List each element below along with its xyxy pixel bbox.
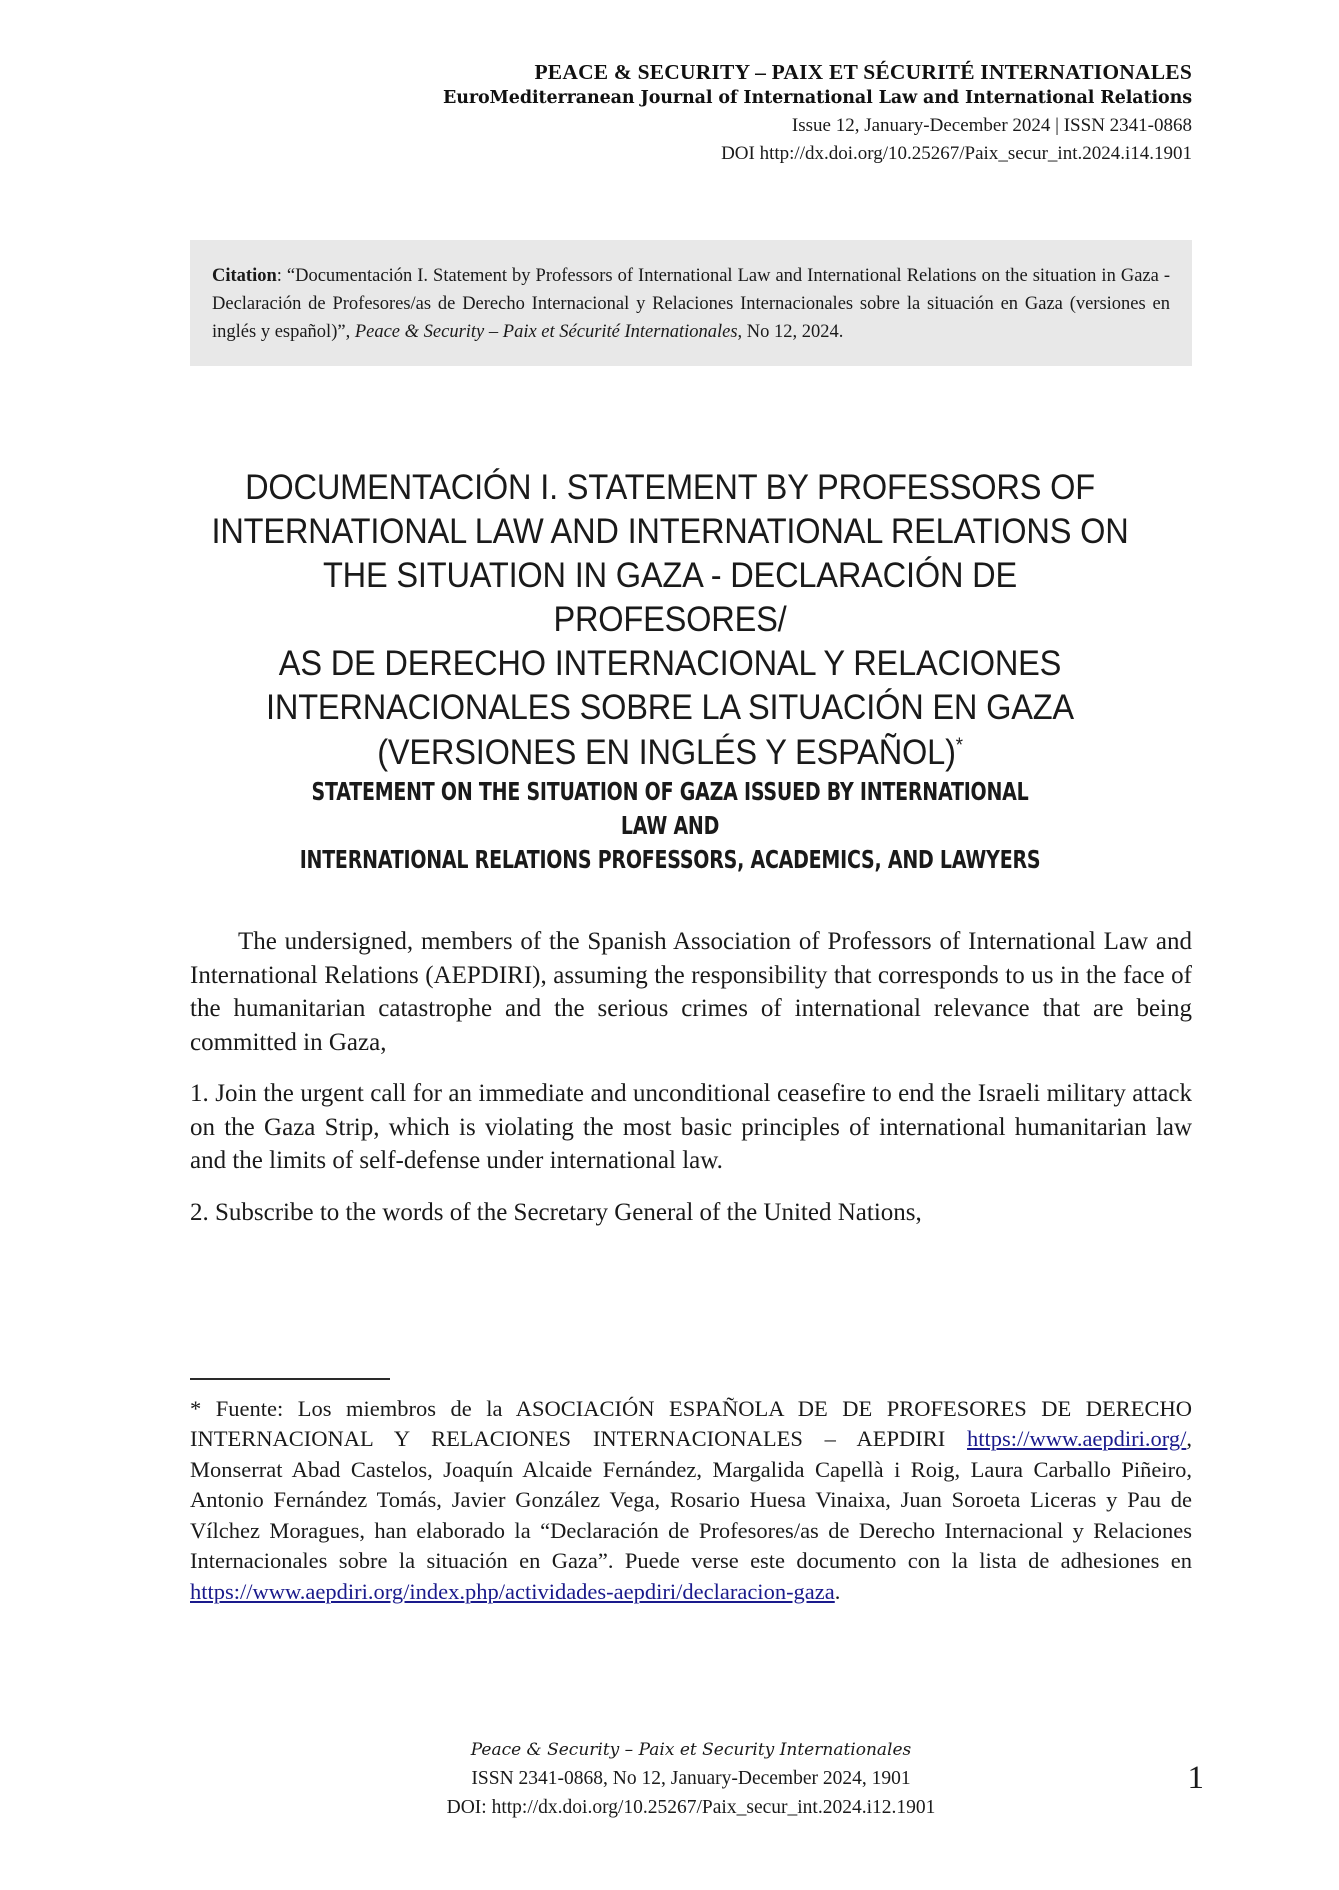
title-footnote-marker: *	[955, 733, 963, 756]
footnote-separator-rule	[190, 1378, 390, 1380]
title-line-2: INTERNATIONAL LAW AND INTERNATIONAL RELATIONS ON	[211, 512, 1129, 552]
footer-issn-line: ISSN 2341-0868, No 12, January-December 2024, 1901	[471, 1767, 911, 1789]
title-line-3: THE SITUATION IN GAZA - DECLARACIÓN DE PROFESORES/	[322, 556, 1018, 640]
page-title	[205, 466, 1135, 775]
paragraph-1: 1. Join the urgent call for an immediate and unconditional ceasefire to end the Israeli military attack on the Gaza Strip, which is violating the most basic principles of international humanitarian law and the limits of self-defense under international law.	[190, 1080, 1192, 1174]
header-doi-line: DOI http://dx.doi.org/10.25267/Paix_secur_int.2024.i14.1901	[721, 143, 1192, 165]
journal-subtitle: EuroMediterranean Journal of International Law and International Relations	[442, 88, 1192, 109]
footer-doi-line: DOI: http://dx.doi.org/10.25267/Paix_secur_int.2024.i12.1901	[446, 1796, 936, 1818]
citation-label: Citation	[212, 266, 277, 286]
subtitle-line-2: INTERNATIONAL RELATIONS PROFESSORS, ACADEMICS, AND LAWYERS	[299, 844, 1041, 874]
issue-line: Issue 12, January-December 2024 | ISSN 2341-0868	[791, 114, 1192, 136]
page-footer	[190, 1738, 1192, 1822]
citation-journal-name: Peace & Security – Paix et Sécurité Internationales	[354, 322, 738, 343]
citation-box	[190, 240, 1192, 366]
footnote-link-declaracion-gaza[interactable]: https://www.aepdiri.org/index.php/actividades-aepdiri/declaracion-gaza	[190, 1579, 835, 1605]
citation-text	[212, 262, 1170, 346]
title-line-6	[205, 731, 1135, 775]
footnote-part-3: .	[834, 1579, 841, 1605]
footnote-section	[190, 1378, 1192, 1608]
paragraph-2: 2. Subscribe to the words of the Secretary General of the United Nations,	[190, 1198, 922, 1226]
footer-journal-name: Peace & Security – Paix et Security Internationales	[470, 1740, 912, 1760]
masthead	[190, 58, 1192, 169]
footnote-link-aepdiri[interactable]: https://www.aepdiri.org/	[967, 1426, 1187, 1452]
body-content	[190, 925, 1192, 1229]
page-subtitle	[290, 775, 1050, 876]
journal-title: PEACE & SECURITY – PAIX ET SÉCURITÉ INTERNATIONALES	[534, 60, 1192, 84]
footnote-text	[190, 1394, 1192, 1608]
title-line-5: INTERNACIONALES SOBRE LA SITUACIÓN EN GAZA	[266, 688, 1074, 728]
title-line-6-text: (VERSIONES EN INGLÉS Y ESPAÑOL)	[377, 732, 956, 772]
footnote-part-2: , Monserrat Abad Castelos, Joaquín Alcaide Fernández, Margalida Capellà i Roig, Laura Carballo Piñeiro, Antonio Fernández Tomás, Javier González Vega, Rosario Huesa Vinaixa, Juan Soroeta Liceras y Pau de Vílchez Moragues, han elaborado la “Declaración de Profesores/as de Derecho Internacional y Relaciones Internacionales sobre la situación en Gaza”. Puede verse este documento con la lista de adhesiones en	[190, 1426, 1192, 1574]
paragraph-intro: The undersigned, members of the Spanish Association of Professors of International Law and International Relations (AEPDIRI), assuming the responsibility that corresponds to us in the face of the humanitarian catastrophe and the serious crimes of international relevance that are being committed in Gaza,	[190, 928, 1192, 1056]
citation-body-part1: : “Documentación I. Statement by Professors of International Law and International Relations on the situation in Gaza - Declaración de Profesores/as de Derecho Internacional y Relaciones Internacionales sobre la situación en Gaza (versiones en inglés y español)”,	[212, 266, 1170, 343]
citation-body-part2: , No 12, 2024.	[737, 322, 844, 343]
title-line-1: DOCUMENTACIÓN I. STATEMENT BY PROFESSORS OF	[245, 468, 1095, 507]
footnote-marker: *	[190, 1395, 202, 1421]
subtitle-line-1: STATEMENT ON THE SITUATION OF GAZA ISSUED BY INTERNATIONAL LAW AND	[311, 777, 1029, 840]
footnote-part-1: Fuente: Los miembros de la ASOCIACIÓN ESPAÑOLA DE DE PROFESORES DE DERECHO INTERNACIONAL Y RELACIONES INTERNACIONALES – AEPDIRI	[190, 1395, 1192, 1452]
page-number: 1	[1187, 1760, 1204, 1796]
title-line-4: AS DE DERECHO INTERNACIONAL Y RELACIONES	[278, 644, 1062, 684]
